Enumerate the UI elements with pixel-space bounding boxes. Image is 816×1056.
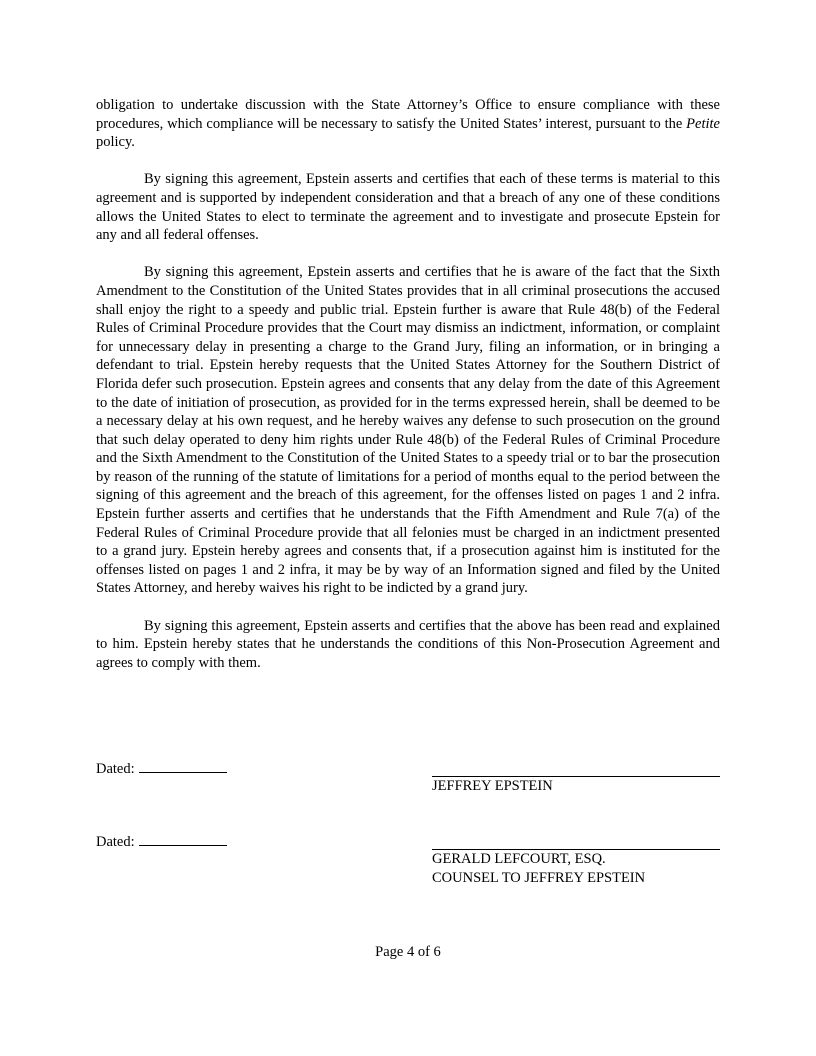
page-number: Page 4 of 6	[375, 944, 441, 960]
paragraph-material-terms: By signing this agreement, Epstein asserts and certifies that each of these terms is material to this agreement and is supported by independent consideration and that a breach of any one of these conditions allows the United States to elect to terminate the agreement and to investigate and prosecute Epstein for any and all federal offenses.	[96, 171, 720, 244]
signatory-name-line: GERALD LEFCOURT, ESQ.	[432, 851, 606, 867]
dated-label: Dated:	[96, 761, 135, 777]
document-body	[96, 96, 720, 691]
date-blank-line[interactable]	[139, 759, 227, 773]
signatory-name	[432, 850, 645, 887]
dated-field	[96, 759, 227, 779]
paragraph-text: obligation to undertake discussion with the State Attorney’s Office to ensure compliance with these procedures, which compliance will be necessary to satisfy the United States’ interest, pursuant to the	[96, 97, 720, 132]
signatory-title-line: COUNSEL TO JEFFREY EPSTEIN	[432, 869, 646, 886]
dated-label: Dated:	[96, 834, 135, 850]
date-blank-line[interactable]	[139, 832, 227, 846]
signatory-name-line: JEFFREY EPSTEIN	[432, 778, 553, 794]
paragraph-speedy-trial-waiver: By signing this agreement, Epstein asserts and certifies that he is aware of the fact that the Sixth Amendment to the Constitution of the United States provides that in all criminal prosecutions the accused shall enjoy the right to a speedy and public trial. Epstein further is aware that Rule 48(b) of the Federal Rules of Criminal Procedure provides that the Court may dismiss an indictment, information, or complaint for unnecessary delay in presenting a charge to the Grand Jury, filing an information, or in bringing a defendant to trial. Epstein hereby requests that the United States Attorney for the Southern District of Florida defer such prosecution. Epstein agrees and consents that any delay from the date of this Agreement to the date of initiation of prosecution, as provided for in the terms expressed herein, shall be deemed to be a necessary delay at his own request, and he hereby waives any defense to such prosecution on the ground that such delay operated to deny him rights under Rule 48(b) of the Federal Rules of Criminal Procedure and the Sixth Amendment to the Constitution of the United States to a speedy trial or to bar the prosecution by reason of the running of the statute of limitations for a period of months equal to the period between the signing of this agreement and the breach of this agreement, for the offenses listed on pages 1 and 2 infra. Epstein further asserts and certifies that he understands that the Fifth Amendment and Rule 7(a) of the Federal Rules of Criminal Procedure provide that all felonies must be charged in an indictment presented to a grand jury. Epstein hereby agrees and consents that, if a prosecution against him is instituted for the offenses listed on pages 1 and 2 infra, it may be by way of an Information signed and filed by the United States Attorney, and hereby waives his right to be indicted by a grand jury.	[96, 264, 720, 597]
signatory-name	[432, 777, 553, 796]
dated-field	[96, 832, 227, 852]
paragraph-petite-policy	[96, 96, 720, 152]
paragraph-acknowledgement: By signing this agreement, Epstein asserts and certifies that the above has been read and explained to him. Epstein hereby states that he understands the conditions of this Non-Prosecution Agreement and agrees to comply with them.	[96, 617, 720, 671]
paragraph-text: policy.	[96, 134, 135, 151]
italic-term: Petite	[686, 115, 720, 132]
